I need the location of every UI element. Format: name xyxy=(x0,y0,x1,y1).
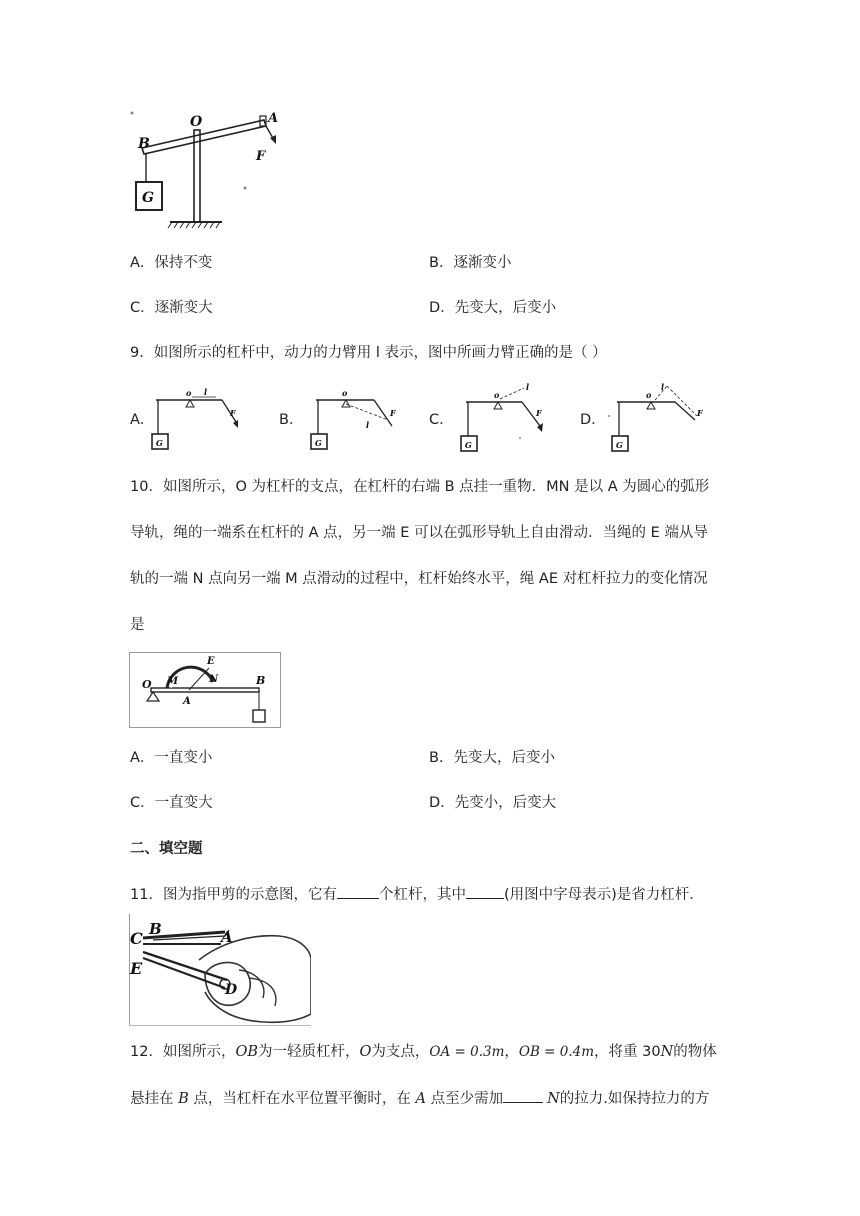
q12-t1: 为一轻质杠杆， xyxy=(258,1044,360,1060)
q9-a-label-o: o xyxy=(186,388,192,398)
q11-label-b: B xyxy=(149,920,162,938)
q8-lever-figure xyxy=(126,104,286,238)
q9-c-label-g: G xyxy=(465,440,472,450)
q8-label-a: A xyxy=(268,111,279,126)
q10-label-e: E xyxy=(207,656,215,667)
q11-text-pre: 11．图为指甲剪的示意图，它有 xyxy=(130,887,337,903)
q11-label-a: A xyxy=(221,928,233,946)
q9-option-a-label[interactable]: A． xyxy=(130,412,155,428)
q11-label-c: C xyxy=(130,929,143,948)
q10-label-m: M xyxy=(167,676,179,687)
q9-option-a-figure[interactable] xyxy=(150,386,245,456)
q11-text-post: (用图中字母表示)是省力杠杆． xyxy=(503,887,704,903)
q10-arc-lever-figure xyxy=(129,652,281,728)
q10-line-4: 是 xyxy=(130,617,145,633)
q10-line-3: 轨的一端 N 点向另一端 M 点滑动的过程中，杠杆始终水平，绳 AE 对杠杆拉力的变化情况 xyxy=(130,571,708,587)
q10-option-b[interactable]: B．先变大，后变小 xyxy=(429,750,555,766)
q12-line-2 xyxy=(130,1088,709,1109)
q9-option-c-label[interactable]: C． xyxy=(429,412,454,428)
q9-b-label-l: l xyxy=(366,420,370,430)
q9-b-label-g: G xyxy=(315,438,322,448)
q11-blank-2[interactable] xyxy=(466,884,504,899)
q12-n2: N xyxy=(547,1091,560,1107)
q8-label-o: O xyxy=(190,114,203,130)
q9-a-label-l: l xyxy=(204,387,208,397)
q10-option-a[interactable]: A．一直变小 xyxy=(130,750,213,766)
q9-stem: 9．如图所示的杠杆中，动力的力臂用 l 表示，图中所画力臂正确的是（ ） xyxy=(130,345,607,361)
q10-label-a: A xyxy=(183,696,191,707)
q9-c-label-f: F xyxy=(536,408,542,418)
q12-t2: 为支点， xyxy=(371,1044,430,1060)
q11-label-d: D xyxy=(225,982,238,998)
q9-d-label-o: o xyxy=(646,390,652,400)
q12-l2d: 的拉力.如保持拉力的方 xyxy=(559,1091,710,1107)
q11-nail-clipper-figure xyxy=(129,914,311,1026)
q9-a-label-f: F xyxy=(230,408,236,418)
q12-ob: OB xyxy=(235,1044,258,1060)
q9-option-d-label[interactable]: D． xyxy=(580,412,606,428)
q10-label-n: N xyxy=(209,674,219,685)
q9-d-label-f: F xyxy=(697,408,703,418)
q9-option-c-figure[interactable] xyxy=(452,380,552,456)
q11-label-e: E xyxy=(130,959,143,978)
q9-option-d-figure[interactable] xyxy=(603,380,715,456)
q12-line-1 xyxy=(130,1042,717,1062)
q9-c-label-o: o xyxy=(494,390,500,400)
q12-o: O xyxy=(359,1044,372,1060)
q12-l2c: 点至少需加 xyxy=(425,1091,504,1107)
q9-b-label-f: F xyxy=(390,408,396,418)
q12-ob-eq: OB = 0.4m xyxy=(518,1044,595,1060)
q11-blank-1[interactable] xyxy=(337,884,379,899)
q10-option-d[interactable]: D．先变小，后变大 xyxy=(429,795,557,811)
q12-a: A xyxy=(415,1091,426,1107)
section-title-fill-blank: 二、填空题 xyxy=(130,841,203,857)
q12-b: B xyxy=(178,1091,189,1107)
q8-label-g: G xyxy=(142,190,154,206)
q11-text-mid: 个杠杆，其中 xyxy=(378,887,466,903)
q9-d-label-l: l xyxy=(661,382,665,392)
q8-option-c[interactable]: C．逐渐变大 xyxy=(130,300,213,316)
q10-option-c[interactable]: C．一直变大 xyxy=(130,795,213,811)
q8-option-d[interactable]: D．先变大，后变小 xyxy=(429,300,557,316)
q12-t4: 的物体 xyxy=(673,1044,717,1060)
q9-d-label-g: G xyxy=(616,440,623,450)
q8-option-b[interactable]: B．逐渐变小 xyxy=(429,255,512,271)
q12-comma: ， xyxy=(504,1044,519,1060)
q12-oa-eq: OA = 0.3m xyxy=(429,1044,505,1060)
q12-l2b: 点，当杠杆在水平位置平衡时，在 xyxy=(188,1091,416,1107)
q12-n1: N xyxy=(660,1044,674,1060)
q10-line-2: 导轨，绳的一端系在杠杆的 A 点，另一端 E 可以在弧形导轨上自由滑动．当绳的 E 端从导 xyxy=(130,525,708,541)
q8-option-a[interactable]: A．保持不变 xyxy=(130,255,213,271)
q9-option-b-figure[interactable] xyxy=(300,386,400,456)
q12-t3: ，将重 30 xyxy=(594,1044,661,1060)
q8-label-f: F xyxy=(256,149,266,164)
q12-num: 12．如图所示， xyxy=(130,1044,236,1060)
q9-option-b-label[interactable]: B． xyxy=(279,412,304,428)
q9-b-label-o: o xyxy=(342,388,348,398)
q8-label-b: B xyxy=(138,136,150,152)
q10-label-o: O xyxy=(142,678,152,691)
q10-line-1: 10．如图所示，O 为杠杆的支点，在杠杆的右端 B 点挂一重物．MN 是以 A 为圆心的弧形 xyxy=(130,479,710,495)
q12-blank-1[interactable] xyxy=(503,1088,543,1103)
q10-label-b: B xyxy=(256,674,266,687)
q9-c-label-l: l xyxy=(526,382,530,392)
q12-l2a: 悬挂在 xyxy=(130,1091,179,1107)
q11-stem xyxy=(130,884,704,905)
q9-a-label-g: G xyxy=(156,438,163,448)
